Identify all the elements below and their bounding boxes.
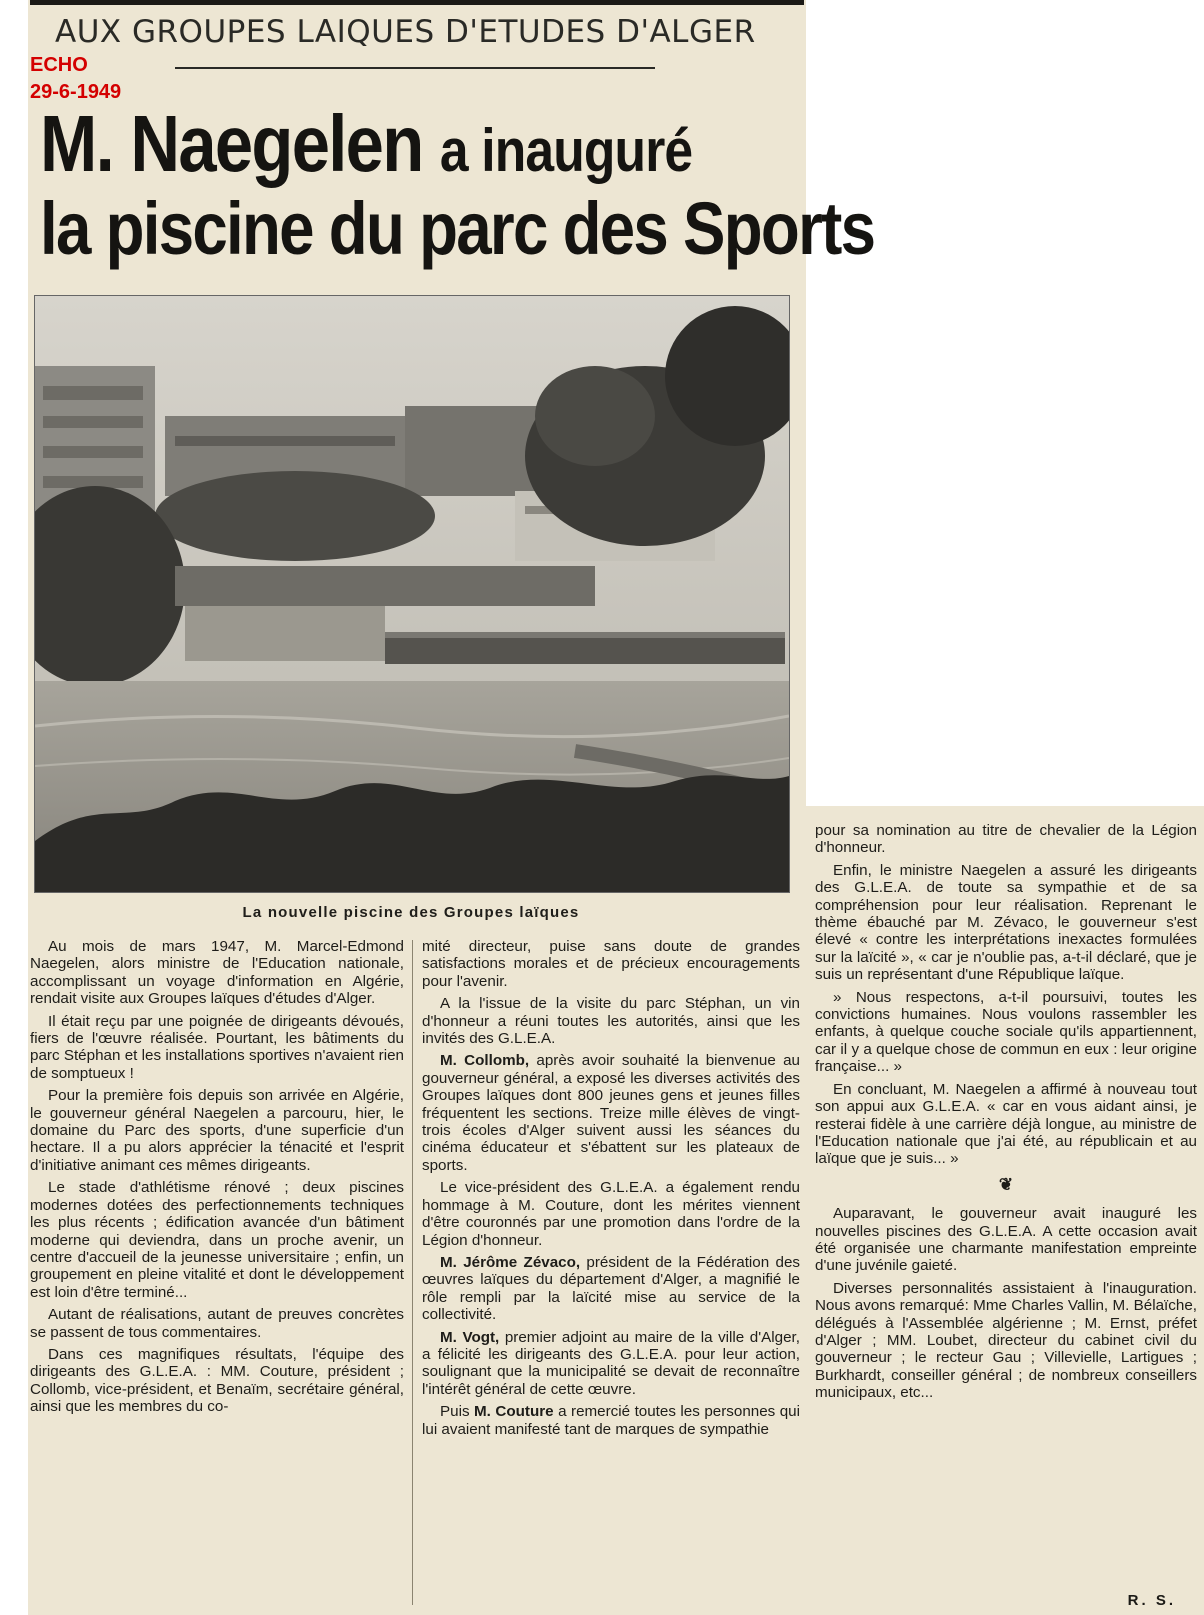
headline-line-1 xyxy=(40,98,694,190)
author-signature: R. S. xyxy=(1127,1592,1176,1609)
stamp-date: 29-6-1949 xyxy=(30,81,122,103)
headline-line-2: la piscine du parc des Sports xyxy=(40,187,875,270)
col2-paragraph-7 xyxy=(422,1403,800,1438)
stamp-paper: ECHO xyxy=(30,54,88,76)
section-kicker: AUX GROUPES LAIQUES D'ETUDES D'ALGER xyxy=(55,14,756,50)
headline-verb: a inauguré xyxy=(439,117,693,184)
col3-paragraph-5: Auparavant, le gouverneur avait inauguré les nouvelles piscines des G.L.E.A. A cette occasion avait été organisée une charmante manifestation empreinte d'une juvénile gaieté. xyxy=(815,1205,1197,1275)
article-column-2 xyxy=(422,938,800,1443)
col2-paragraph-6-text: premier adjoint au maire de la ville d'Alger, a félicité les dirigeants des G.L.E.A. pour leur action, soulignant que la municipalité se devait de reconnaître l'intérêt général de cette œuvre. xyxy=(422,1328,800,1398)
col1-paragraph-6: Dans ces magnifiques résultats, l'équipe des dirigeants des G.L.E.A. : MM. Couture, président ; Collomb, vice-président, et Benaïm, secrétaire général, ainsi que les membres du co- xyxy=(30,1345,404,1416)
col3-paragraph-2: Enfin, le ministre Naegelen a assuré les dirigeants des G.L.E.A. de toute sa sympathie et de sa compréhension pour leur réalisation. Reprenant le thème ébauché par M. Zévaco, le gouverneur s'est élevé « contre les interprétations inexactes formulées sur la laïcité », « car je n'oublie pas, a-t-il déclaré, que je suis un représentant d'une République laïque. xyxy=(815,861,1197,984)
top-rule xyxy=(30,0,804,5)
speaker-couture: M. Couture xyxy=(474,1403,554,1421)
col3-paragraph-1: pour sa nomination au titre de chevalier de la Légion d'honneur. xyxy=(815,822,1197,857)
col2-paragraph-2: A la l'issue de la visite du parc Stéphan, un vin d'honneur a réuni toutes les autorités, ainsi que les invités des G.L.E.A. xyxy=(422,995,800,1048)
col1-paragraph-5: Autant de réalisations, autant de preuves concrètes se passent de tous commentaires. xyxy=(30,1306,404,1341)
speaker-collomb: M. Collomb, xyxy=(440,1052,530,1070)
col2-paragraph-3-text: après avoir souhaité la bienvenue au gouverneur général, a exposé les diverses activités des Groupes laïques dont 800 jeunes gens et jeunes filles fréquentent les sections. Treize mille élèves de vingt-trois écoles d'Alger suivent aussi les séances du cinéma éducateur et s'ébattent sur les plateaux de sports. xyxy=(422,1052,800,1174)
headline-name: M. Naegelen xyxy=(40,99,423,188)
col1-paragraph-2: Il était reçu par une poignée de dirigeants dévoués, fiers de l'œuvre réalisée. Pourtant, les bâtiments du parc Stéphan et les installations sportives n'avaient rien de somptueux ! xyxy=(30,1012,404,1082)
col2-paragraph-4: Le vice-président des G.L.E.A. a également rendu hommage à M. Couture, dont les mérites viennent d'être couronnés par une promotion dans l'ordre de la Légion d'honneur. xyxy=(422,1179,800,1249)
col1-paragraph-1: Au mois de mars 1947, M. Marcel-Edmond Naegelen, alors ministre de l'Education nationale, accomplissant un voyage d'information en Algérie, rendait visite aux Groupes laïques d'études d'Alger. xyxy=(30,938,404,1008)
col2-paragraph-1: mité directeur, puise sans doute de grandes satisfactions morales et de précieux encouragements pour l'avenir. xyxy=(422,938,800,990)
section-ornament-icon: ❦ xyxy=(998,1174,1014,1194)
col1-paragraph-4: Le stade d'athlétisme rénové ; deux piscines modernes dotées des perfectionnements techniques les plus récents ; édification avancée d'un bâtiment moderne qui deviendra, dans un proche avenir, un centre d'accueil de la jeunesse universitaire ; enfin, un groupement en pleine vitalité et dont le développement est loin d'être terminé... xyxy=(30,1179,404,1301)
col3-paragraph-3: » Nous respectons, a-t-il poursuivi, toutes les convictions humaines. Nous voulons rassembler les enfants, à quelque couche sociale qu'ils appartiennent, car il y a quelque chose de commun en eux : leur origine française... » xyxy=(815,988,1197,1076)
col2-paragraph-7-text: a remercié toutes les personnes qui lui avaient manifesté tant de marques de sympathie xyxy=(422,1403,800,1438)
kicker-rule xyxy=(175,67,655,69)
col2-paragraph-5-text: président de la Fédération des œuvres laïques du département d'Alger, a magnifié le rôle rempli par la laïcité mise au service de la collectivité. xyxy=(422,1253,800,1324)
col2-paragraph-3 xyxy=(422,1052,800,1174)
column-divider xyxy=(412,940,413,1605)
article-column-3 xyxy=(815,822,1197,1407)
swimming-pool-photo xyxy=(34,295,790,893)
col3-paragraph-6: Diverses personnalités assistaient à l'inauguration. Nous avons remarqué: Mme Charles Vallin, M. Bélaïche, délégués à l'Assemblée algérienne ; M. Ernst, préfet d'Alger ; MM. Loubet, directeur du cabinet civil du gouverneur ; le recteur Gau ; Villevielle, Lartigues ; Burkhardt, conseiller général ; de nombreux conseillers municipaux, etc... xyxy=(815,1279,1197,1402)
col3-paragraph-4: En concluant, M. Naegelen a affirmé à nouveau tout son appui aux G.L.E.A. « car en vous aidant ainsi, je resterai fidèle à une carrière déjà longue, au ministre de l'Education nationale que j'ai été, au républicain et au laïque que je suis... » xyxy=(815,1080,1197,1168)
speaker-vogt: M. Vogt, xyxy=(440,1328,500,1346)
col2-paragraph-5 xyxy=(422,1254,800,1324)
speaker-zevaco: M. Jérôme Zévaco, xyxy=(440,1253,581,1271)
col2-paragraph-7-lead: Puis xyxy=(440,1403,475,1421)
col2-paragraph-6 xyxy=(422,1329,800,1399)
photo-caption: La nouvelle piscine des Groupes laïques xyxy=(242,904,580,921)
article-column-1 xyxy=(30,938,404,1421)
col1-paragraph-3: Pour la première fois depuis son arrivée en Algérie, le gouverneur général Naegelen a parcouru, hier, le domaine du Parc des sports, d'une superficie d'un hectare. Il a pu alors apprécier la ténacité et l'esprit d'initiative animant ces mêmes dirigeants. xyxy=(30,1087,404,1174)
